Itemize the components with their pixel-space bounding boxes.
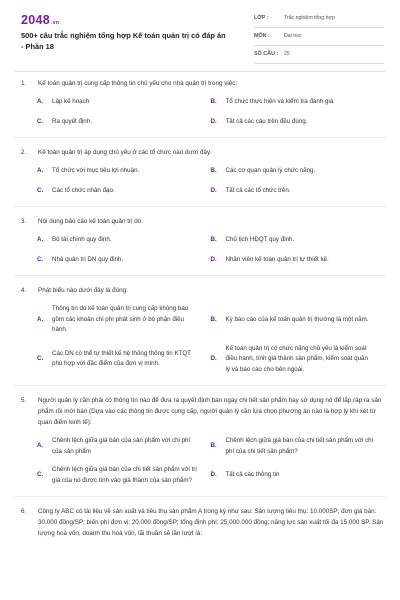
option-letter: C. <box>37 355 44 362</box>
question-text: Nội dung báo cáo kế toán quản trị do: <box>38 218 144 225</box>
option-text: Các DN có thể tự thiết kế hệ thống thông tin KTQT phù hợp với đặc điểm của đơn vị mình. <box>52 349 191 368</box>
meta-count <box>254 50 384 64</box>
option-grid <box>0 166 400 196</box>
question-number: 6. <box>21 508 27 515</box>
question-stem <box>0 395 400 428</box>
document-meta <box>254 14 384 68</box>
question-separator <box>14 385 386 386</box>
option-letter: C. <box>37 255 44 263</box>
question-number: 5. <box>21 397 27 404</box>
question-text: Phát biểu nào dưới đây là đúng: <box>38 287 128 294</box>
question-number: 1. <box>21 80 27 87</box>
option-b[interactable] <box>211 436 385 457</box>
option-letter: A. <box>37 167 44 174</box>
option-text: Nhà quản trị DN quy định. <box>52 255 124 263</box>
option-letter: A. <box>37 315 44 323</box>
option-letter: B. <box>210 98 217 105</box>
option-text: Tất cả các thông tin <box>225 471 280 479</box>
option-text: Thông tin do kế toán quản trị cung cấp không bao gồm các khoản chi phí phát sinh ở bộ phận điều hành. <box>52 305 189 333</box>
option-letter: A. <box>37 236 44 243</box>
question-stem <box>0 216 400 227</box>
option-text: Chênh lệch giữa giá bán của chi tiết sản phẩm với chi phí của chi tiết sản phẩm? <box>225 437 374 455</box>
meta-value: 25 <box>284 51 290 57</box>
logo-text: 2048 <box>21 13 51 27</box>
option-text: Tổ chức với mục tiêu lợi nhuận. <box>52 167 140 174</box>
option-d[interactable] <box>211 186 385 197</box>
option-letter: D. <box>210 255 217 263</box>
question-separator <box>14 275 386 276</box>
option-text: Các cơ quan quản lý chức năng. <box>225 167 316 174</box>
option-text: Tất cả các tổ chức trên. <box>225 186 291 194</box>
document-title: 500+ câu trắc nghiệm tổng hợp Kế toán quản trị có đáp án - Phần 18 <box>21 31 226 51</box>
question-separator <box>14 496 386 497</box>
question-text: Kế toán quản trị cung cấp thông tin chủ yếu cho nhà quản trị trong việc: <box>38 80 238 87</box>
meta-value: Đại học <box>284 33 302 39</box>
option-d[interactable] <box>211 344 385 376</box>
meta-subject <box>254 32 384 46</box>
meta-label: LỚP : <box>254 15 269 21</box>
option-c[interactable] <box>37 186 211 197</box>
option-letter: B. <box>210 315 217 323</box>
option-letter: B. <box>210 236 217 243</box>
question-6 <box>0 506 400 539</box>
option-a[interactable] <box>37 166 211 177</box>
option-letter: D. <box>210 471 217 479</box>
question-text: Người quản lý cần phải có thông tin nào để đưa ra quyết định bán ngay chi tiết sản phẩm hay sử dụng nó để lắp ráp ra sản phẩm rồi mới bán (Dựa vào các thông tin được cung cấp, người quản lý cần lựa chọn phương án nào là hợp lý khi xét từ quan điểm kinh tế): <box>38 397 382 426</box>
question-3 <box>0 216 400 276</box>
option-text: Lập kế hoạch <box>52 98 90 105</box>
question-1 <box>0 78 400 138</box>
option-text: Tất cả các câu trên đều đúng. <box>225 117 308 125</box>
question-stem <box>0 506 400 539</box>
meta-label: MÔN : <box>254 33 270 39</box>
option-c[interactable] <box>37 344 211 376</box>
option-letter: D. <box>210 186 217 194</box>
option-letter: D. <box>210 355 217 362</box>
option-text: Ra quyết định. <box>52 117 92 125</box>
option-grid <box>0 436 400 486</box>
option-d[interactable] <box>211 255 385 266</box>
option-letter: A. <box>37 98 44 105</box>
option-letter: B. <box>210 442 217 450</box>
logo-domain: .vn <box>51 20 60 26</box>
option-letter: A. <box>37 442 44 450</box>
option-text: Nhân viên kế toán quản trị tự thiết kế. <box>225 255 329 263</box>
option-grid <box>0 97 400 127</box>
option-text: Chủ tịch HĐQT quy định. <box>225 236 295 243</box>
option-b[interactable] <box>211 304 385 336</box>
option-text: Kế toán quản trị có chức năng chủ yếu là kiểm soát điều hành, tính giá thành sản phẩm, kiểm soát quản lý và báo cáo cho bên ngoài. <box>225 344 368 373</box>
question-2 <box>0 147 400 207</box>
option-a[interactable] <box>37 436 211 457</box>
option-text: Tổ chức thực hiện và kiểm tra đánh giá. <box>225 98 335 105</box>
option-grid <box>0 304 400 375</box>
question-stem <box>0 285 400 296</box>
option-d[interactable] <box>211 465 385 486</box>
question-stem <box>0 78 400 89</box>
option-text: Chênh lệch giữa giá bán của sản phẩm với chi phí của sản phẩm <box>52 437 191 455</box>
question-number: 4. <box>21 287 27 294</box>
option-a[interactable] <box>37 235 211 246</box>
option-b[interactable] <box>211 166 385 177</box>
option-b[interactable] <box>211 97 385 108</box>
site-logo[interactable] <box>21 13 59 27</box>
question-list <box>0 78 400 539</box>
question-number: 2. <box>21 149 27 156</box>
header-divider <box>14 71 386 72</box>
option-a[interactable] <box>37 97 211 108</box>
option-text: Chênh lệch giữa giá bán của chi tiết sản phẩm với trị giá của nó được tính vào giá thành của sản phẩm? <box>52 466 197 484</box>
option-letter: D. <box>210 117 217 125</box>
option-a[interactable] <box>37 304 211 336</box>
document-header <box>0 0 400 62</box>
meta-class <box>254 14 384 28</box>
option-letter: C. <box>37 117 44 125</box>
question-number: 3. <box>21 218 27 225</box>
meta-value: Trắc nghiệm tổng hợp <box>284 15 335 21</box>
option-d[interactable] <box>211 117 385 128</box>
option-text: Các tổ chức nhân đạo. <box>52 186 115 194</box>
option-text: Bộ tài chính quy định. <box>52 236 112 243</box>
question-5 <box>0 395 400 497</box>
option-letter: C. <box>37 471 44 479</box>
question-4 <box>0 285 400 386</box>
option-grid <box>0 235 400 265</box>
question-stem <box>0 147 400 158</box>
meta-label: SỐ CÂU : <box>254 51 279 57</box>
question-separator <box>14 206 386 207</box>
option-c[interactable] <box>37 255 211 266</box>
question-separator <box>14 137 386 138</box>
option-letter: B. <box>210 167 217 174</box>
option-b[interactable] <box>211 235 385 246</box>
option-c[interactable] <box>37 465 211 486</box>
option-letter: C. <box>37 186 44 194</box>
option-c[interactable] <box>37 117 211 128</box>
option-text: Kỳ báo cáo của kế toán quản trị thường là một năm. <box>225 315 369 323</box>
question-text: Kế toán quản trị áp dụng chủ yếu ở các tổ chức nào dưới đây: <box>38 149 212 156</box>
question-text: Công ty ABC có tài liệu về sản xuất và tiêu thụ sản phẩm A trong kỳ như sau: Sản lượng tiêu thụ: 10.000SP; đơn giá bán: 30.000 đồng/SP; biến phí đơn vị: 20.000 đồng/SP; tổng định phí: 25.000.000 đồng; năng lực sản xuất tối đa 15.000 SP. Sản lượng hoà vốn, doanh thu hoà vốn, lãi thuần sẽ lần lượt là: <box>38 508 384 537</box>
